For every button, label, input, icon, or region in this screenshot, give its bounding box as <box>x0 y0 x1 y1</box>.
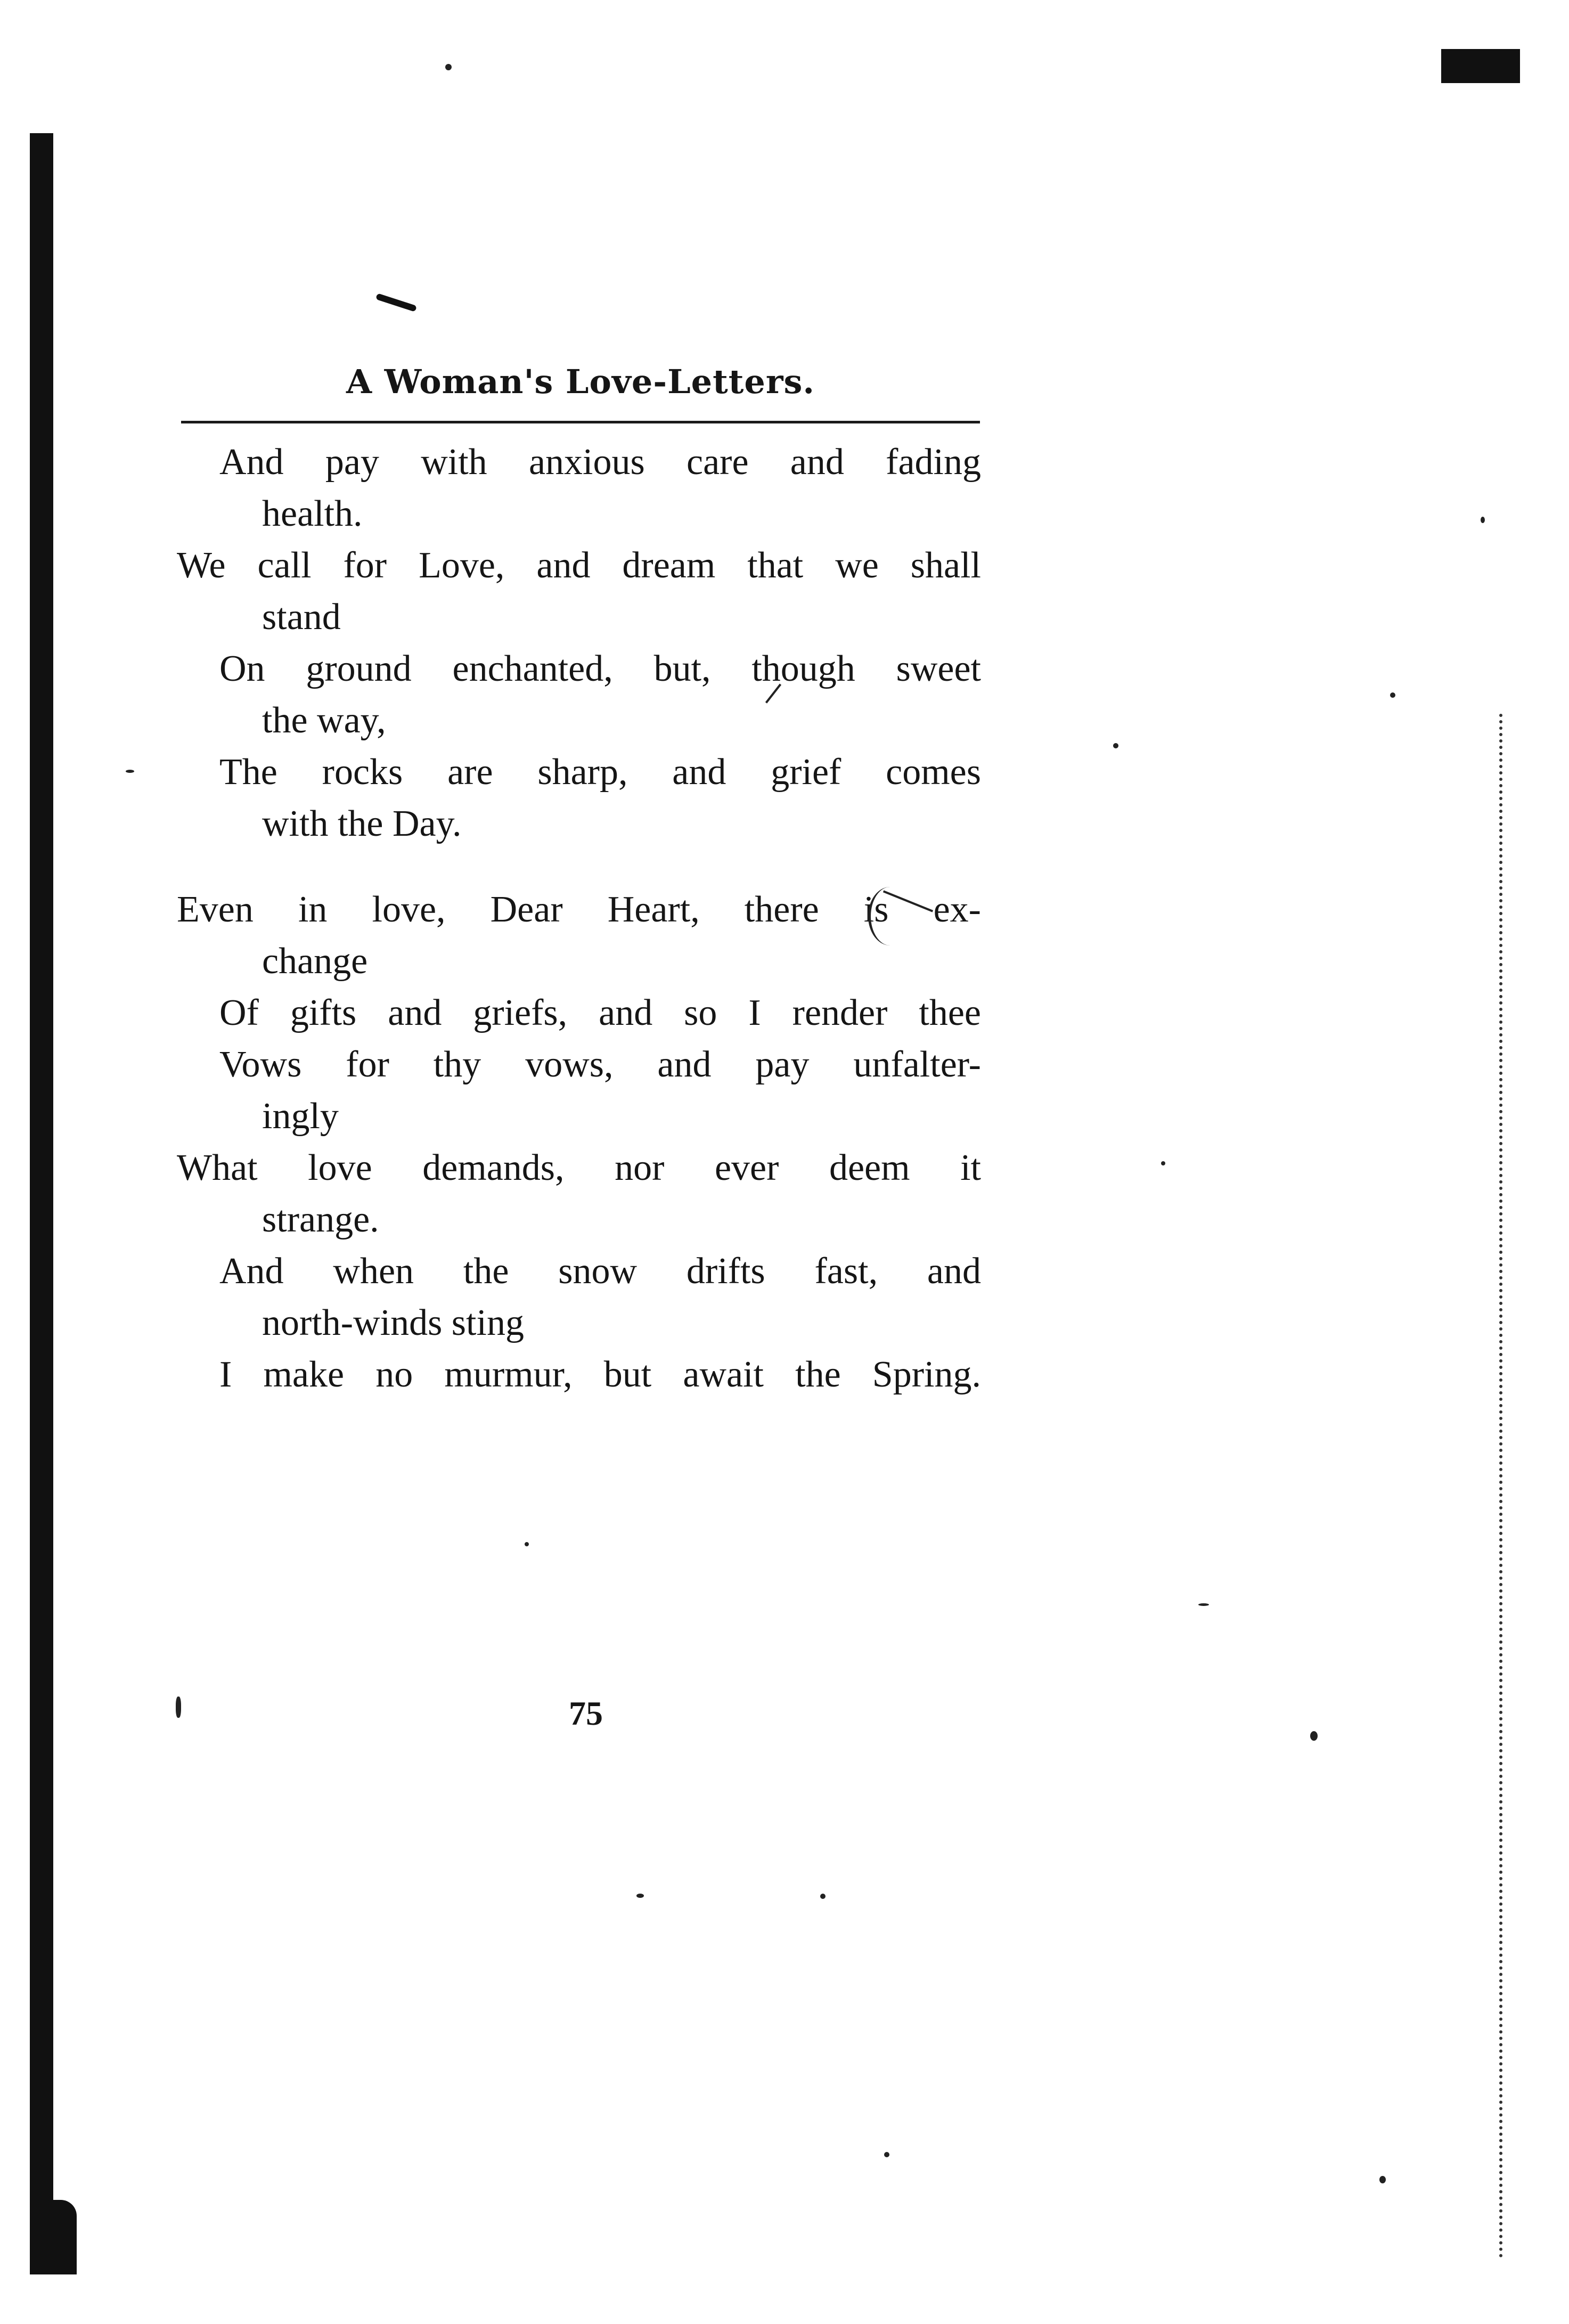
ink-speck <box>1113 743 1118 748</box>
page-number: 75 <box>569 1694 603 1732</box>
poem-line: And pay with anxious care and fading <box>219 442 981 483</box>
corner-ink-mark <box>1441 49 1520 83</box>
poem-line: change <box>262 941 368 982</box>
poem-line: And when the snow drifts fast, and <box>219 1251 981 1292</box>
page-spine-shadow <box>30 133 53 2274</box>
poem-line: health. <box>262 493 363 534</box>
poem-line: strange. <box>262 1199 379 1240</box>
poem-line: ingly <box>262 1096 339 1137</box>
ink-speck <box>884 2152 889 2157</box>
ink-speck <box>1310 1731 1318 1741</box>
ink-speck <box>176 1697 181 1718</box>
ink-speck <box>1198 1603 1209 1606</box>
ink-speck <box>1481 517 1485 523</box>
poem-line: What love demands, nor ever deem it <box>177 1147 981 1188</box>
poem-line: Of gifts and griefs, and so I render thee <box>219 992 981 1033</box>
poem-line: stand <box>262 597 341 638</box>
ink-speck <box>1161 1161 1165 1165</box>
page-spine-shadow-bottom <box>45 2200 77 2274</box>
poem-line: Vows for thy vows, and pay unfalter- <box>219 1044 981 1085</box>
ink-speck <box>820 1894 826 1899</box>
ink-speck <box>126 770 134 773</box>
ink-speck <box>1379 2176 1386 2183</box>
poem-line: with the Day. <box>262 803 462 844</box>
ink-dash-mark <box>375 293 417 312</box>
ink-speck <box>1390 692 1395 698</box>
ink-speck <box>636 1894 644 1898</box>
poem-line: Even in love, Dear Heart, there is ex- <box>177 889 981 930</box>
running-head: A Woman's Love-Letters. <box>346 362 815 401</box>
page-edge-dots <box>1499 714 1502 2258</box>
header-rule <box>181 421 980 423</box>
poem-line: north-winds sting <box>262 1302 524 1343</box>
pen-caret-mark <box>868 887 912 945</box>
poem-line: On ground enchanted, but, though sweet <box>219 648 981 689</box>
ink-speck <box>525 1542 529 1546</box>
ink-speck <box>445 64 452 70</box>
poem-line: I make no murmur, but await the Spring. <box>219 1354 981 1395</box>
poem-line: We call for Love, and dream that we shall <box>177 545 981 586</box>
poem-line: the way, <box>262 700 386 741</box>
poem-line: The rocks are sharp, and grief comes <box>219 752 981 793</box>
